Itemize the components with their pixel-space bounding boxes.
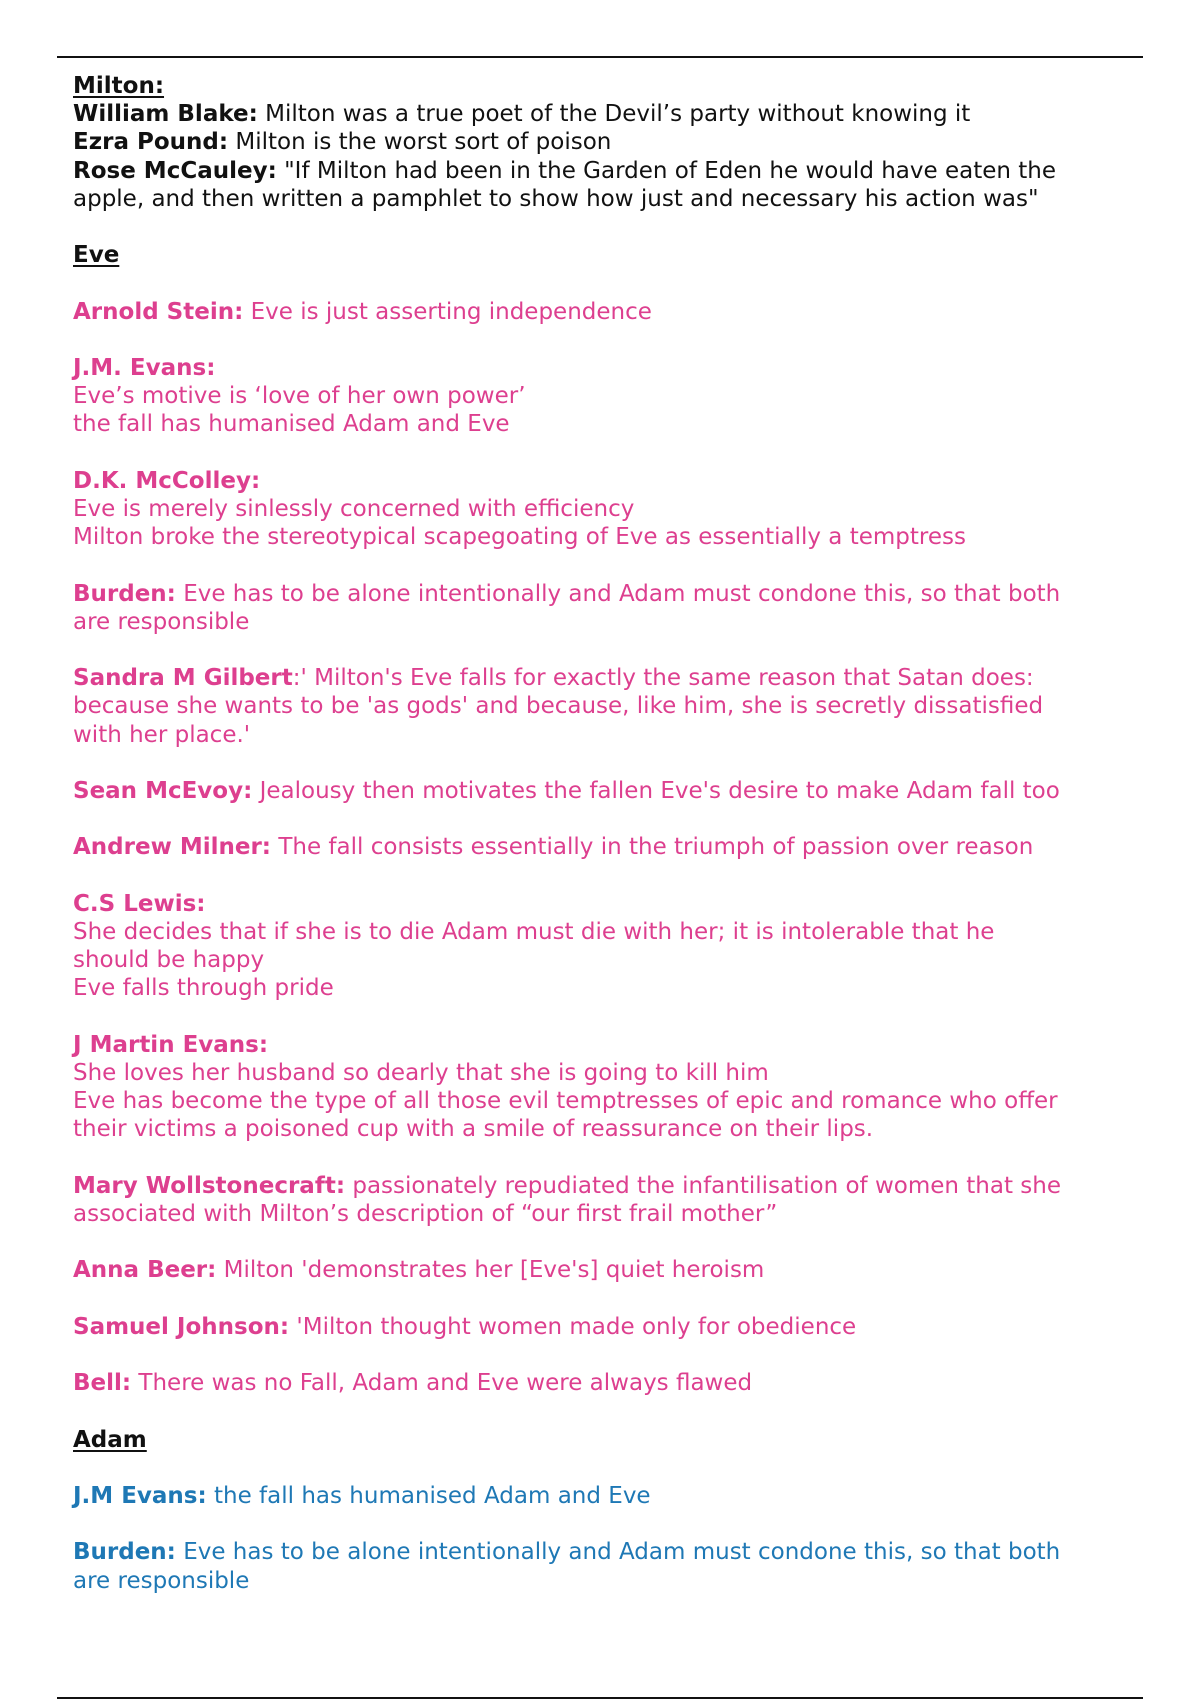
entry-text: passionately repudiated the infantilisation of women that she [345,1172,1062,1199]
eve-entry-lewis [73,890,1133,1003]
entry-text: 'Milton thought women made only for obedience [289,1313,857,1340]
adam-entry-jm-evans [73,1482,1133,1510]
quote-mccauley [73,157,1133,185]
eve-entry-wollstonecraft [73,1172,1133,1228]
entry-text: with her place.' [73,721,251,748]
critic-name: Samuel Johnson: [73,1313,290,1340]
milton-heading: Milton: [73,73,165,99]
critic-name: Andrew Milner: [73,834,272,861]
entry-text: Milton 'demonstrates her [Eve's] quiet heroism [216,1257,765,1284]
bottom-rule [57,1697,1143,1699]
critic-name: Bell: [73,1370,132,1397]
entry-text: should be happy [73,947,265,974]
entry-text: Eve has become the type of all those evil temptresses of epic and romance who offer [73,1088,1058,1115]
critic-name: Mary Wollstonecraft: [73,1172,346,1199]
critic-name: J.M Evans: [73,1482,207,1509]
entry-text: Jealousy then motivates the fallen Eve's desire to make Adam fall too [252,777,1060,804]
critic-name: C.S Lewis: [73,890,206,917]
entry-text: There was no Fall, Adam and Eve were always flawed [131,1370,753,1397]
critic-name: Rose McCauley: [73,157,277,184]
critic-name: William Blake: [73,101,258,128]
quote-text: Milton is the worst sort of poison [228,129,612,156]
critic-name: Sean McEvoy: [73,777,253,804]
entry-text: Eve falls through pride [73,975,334,1002]
entry-text: Eve is merely sinlessly concerned with efficiency [73,495,635,522]
entry-text: Eve has to be alone intentionally and Adam must condone this, so that both [175,580,1061,607]
eve-heading: Eve [73,242,120,269]
critic-name: J Martin Evans: [73,1031,269,1058]
critic-name: Anna Beer: [73,1257,217,1284]
critic-name: Arnold Stein: [73,298,244,325]
eve-entry-burden [73,580,1133,636]
critic-name: Sandra M Gilbert [73,665,293,692]
entry-text: Eve’s motive is ‘love of her own power’ [73,383,526,410]
critic-name: J.M. Evans: [73,354,216,381]
eve-entry-stein [73,298,1133,326]
eve-entry-mccolley [73,467,1133,552]
critic-name: Burden: [73,580,176,607]
entry-text: She loves her husband so dearly that she is going to kill him [73,1059,769,1086]
eve-entry-mcevoy [73,777,1133,805]
entry-text: Eve has to be alone intentionally and Adam must condone this, so that both [175,1539,1061,1566]
adam-entry-burden [73,1538,1133,1594]
entry-text: are responsible [73,608,250,635]
top-rule [57,56,1143,58]
critic-name: Burden: [73,1539,176,1566]
entry-text: She decides that if she is to die Adam must die with her; it is intolerable that he [73,918,995,945]
quote-blake [73,100,1133,128]
adam-section-header [73,1426,1133,1454]
entry-text: Eve is just asserting independence [243,298,652,325]
critic-name: D.K. McColley: [73,467,261,494]
entry-text: Milton broke the stereotypical scapegoating of Eve as essentially a temptress [73,524,966,551]
milton-section [73,72,1133,213]
entry-text: the fall has humanised Adam and Eve [73,411,510,438]
entry-text: are responsible [73,1567,250,1594]
eve-entry-martin-evans [73,1031,1133,1144]
eve-entry-beer [73,1256,1133,1284]
eve-entry-jm-evans [73,354,1133,439]
quote-text: Milton was a true poet of the Devil’s party without knowing it [257,101,971,128]
document-body [73,72,1133,1623]
eve-entry-gilbert [73,664,1133,749]
entry-text: :' Milton's Eve falls for exactly the same reason that Satan does: [292,665,1034,692]
eve-entry-bell [73,1369,1133,1397]
eve-entry-johnson [73,1313,1133,1341]
eve-section-header [73,241,1133,269]
critic-name: Ezra Pound: [73,129,229,156]
quote-text: "If Milton had been in the Garden of Eden he would have eaten the [276,157,1057,184]
entry-text: The fall consists essentially in the triumph of passion over reason [271,834,1034,861]
adam-heading: Adam [73,1426,147,1453]
quote-mccauley-cont: apple, and then written a pamphlet to show how just and necessary his action was" [73,185,1039,212]
entry-text: their victims a poisoned cup with a smile of reassurance on their lips. [73,1116,874,1143]
entry-text: associated with Milton’s description of “our first frail mother” [73,1200,778,1227]
entry-text: because she wants to be 'as gods' and because, like him, she is secretly dissatisfied [73,693,1044,720]
quote-pound [73,128,1133,156]
eve-entry-milner [73,833,1133,861]
entry-text: the fall has humanised Adam and Eve [206,1482,651,1509]
